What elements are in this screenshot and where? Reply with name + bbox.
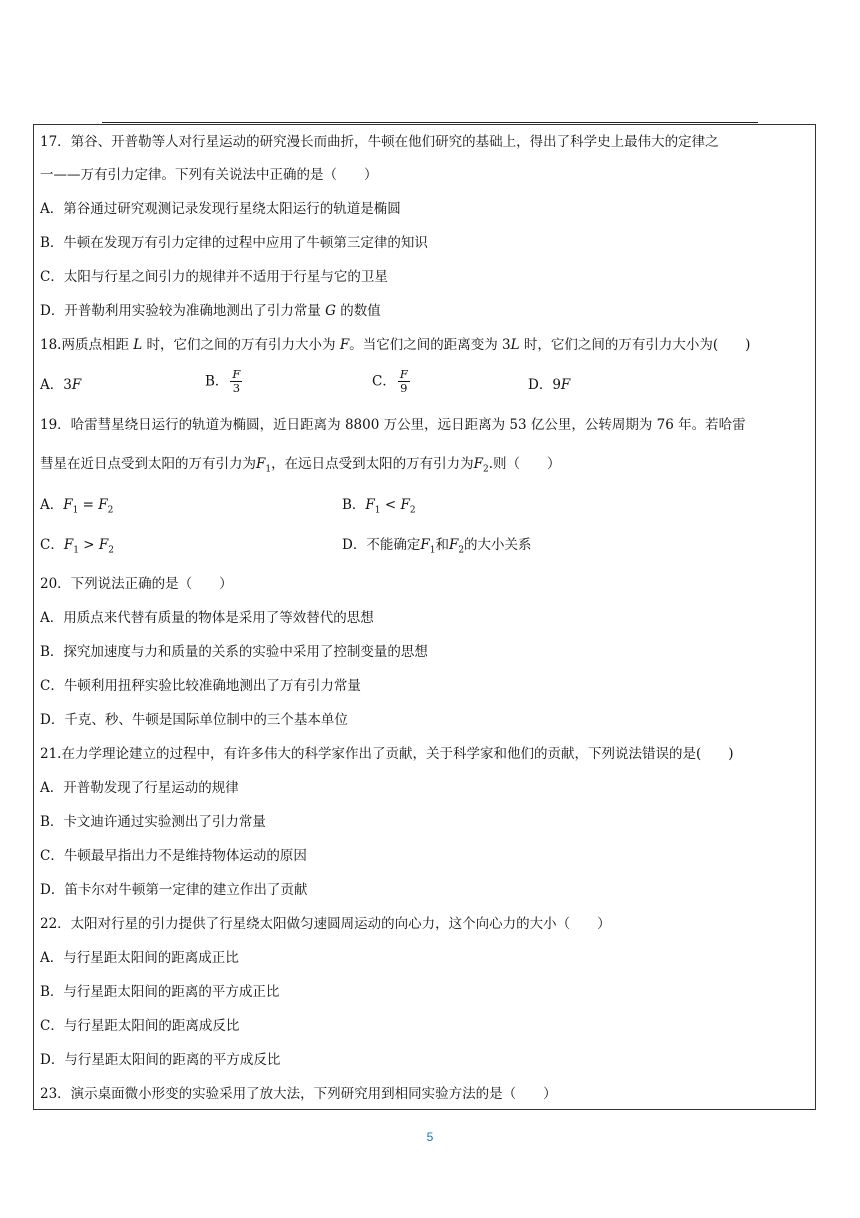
q20-option-c: C．牛顿利用扭秤实验比较准确地测出了万有引力常量 [40,678,361,694]
page-number: 5 [426,1130,434,1144]
q18-b-fraction: $\frac{F}{3}$ [232,367,241,395]
q22-option-a: A．与行星距太阳间的距离成正比 [40,950,239,966]
q19-option-d: D．不能确定$F_1$和$F_2$的大小关系 [342,537,532,556]
q22-option-c: C．与行星距太阳间的距离成反比 [40,1018,240,1034]
q19-stem-line1: 19．哈雷彗星绕日运行的轨道为椭圆，近日距离为 8800 万公里，远日距离为 53 亿公里，公转周期为 76 年。若哈雷 [40,417,746,433]
q19-option-c: C．$F_1 > F_2$ [40,537,114,556]
q19-stem-line2: 彗星在近日点受到太阳的万有引力为$F_1$，在远日点受到太阳的万有引力为$F_2$.则（ ） [40,456,561,475]
q17-option-d: D．开普勒利用实验较为准确地测出了引力常量 G 的数值 [40,303,381,319]
q17-option-a: A．第谷通过研究观测记录发现行星绕太阳运行的轨道是椭圆 [40,201,401,217]
q17-stem-line1: 17．第谷、开普勒等人对行星运动的研究漫长而曲折，牛顿在他们研究的基础上，得出了科学史上最伟大的定律之 [40,134,719,150]
q21-option-c: C．牛顿最早指出力不是维持物体运动的原因 [40,848,307,864]
q23-stem: 23．演示桌面微小形变的实验采用了放大法，下列研究用到相同实验方法的是（ ） [40,1086,557,1102]
q21-stem: 21.在力学理论建立的过程中，有许多伟大的科学家作出了贡献，关于科学家和他们的贡献，下列说法错误的是( ) [40,746,734,762]
q21-option-b: B．卡文迪许通过实验测出了引力常量 [40,814,266,830]
q19-option-b: B．$F_1 < F_2$ [342,497,416,516]
q20-option-d: D．千克、秒、牛顿是国际单位制中的三个基本单位 [40,712,348,728]
q22-option-b: B．与行星距太阳间的距离的平方成正比 [40,984,280,1000]
q17-option-c: C．太阳与行星之间引力的规律并不适用于行星与它的卫星 [40,269,388,285]
q18-option-c: C． $\frac{F}{9}$ [372,367,408,395]
q18-c-fraction: $\frac{F}{9}$ [399,367,408,395]
header-rule [102,122,758,123]
q19-option-a: A．$F_1 = F_2$ [40,497,114,516]
q21-option-d: D．笛卡尔对牛顿第一定律的建立作出了贡献 [40,882,308,898]
q17-stem-line2: 一——万有引力定律。下列有关说法中正确的是（ ） [40,167,378,183]
q20-stem: 20．下列说法正确的是（ ） [40,576,233,592]
q22-option-d: D．与行星距太阳间的距离的平方成反比 [40,1052,281,1068]
q18-option-d: D．9F [528,377,571,393]
q18-option-a: A．3F [40,377,82,393]
q20-option-b: B．探究加速度与力和质量的关系的实验中采用了控制变量的思想 [40,644,428,660]
q17-option-b: B．牛顿在发现万有引力定律的过程中应用了牛顿第三定律的知识 [40,235,428,251]
q21-option-a: A．开普勒发现了行星运动的规律 [40,780,239,796]
q20-option-a: A．用质点来代替有质量的物体是采用了等效替代的思想 [40,610,374,626]
q18-option-b: B． $\frac{F}{3}$ [205,367,241,395]
q18-stem: 18.两质点相距 L 时，它们之间的万有引力大小为 F。当它们之间的距离变为 3L 时，它们之间的万有引力大小为( ) [40,337,751,353]
q22-stem: 22．太阳对行星的引力提供了行星绕太阳做匀速圆周运动的向心力，这个向心力的大小（ ） [40,916,611,932]
